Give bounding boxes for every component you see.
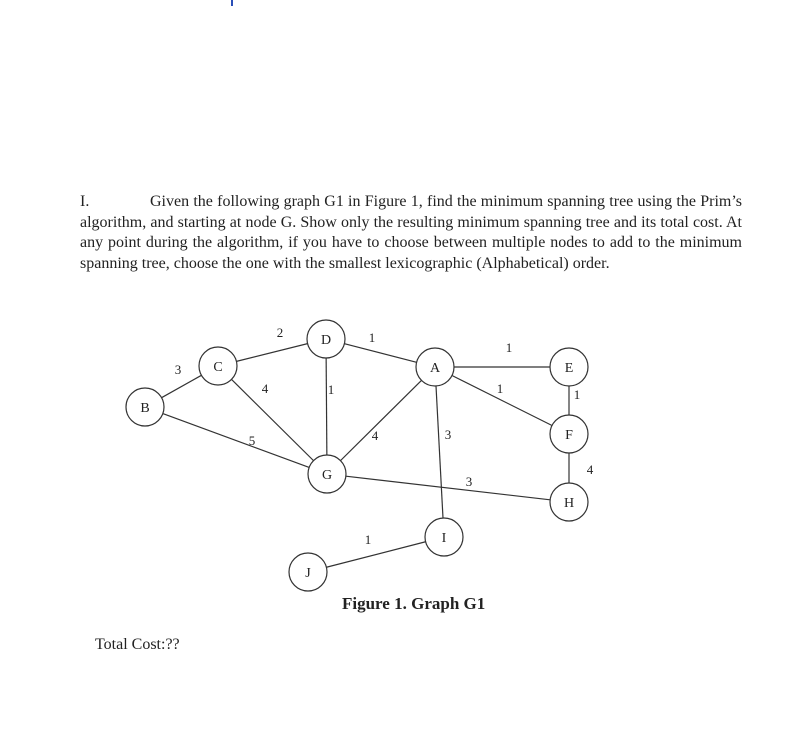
edge-weight-b-g: 5 bbox=[248, 433, 256, 448]
edge-a-i bbox=[436, 386, 443, 518]
node-e-label: E bbox=[564, 361, 574, 376]
edge-weight-f-h: 4 bbox=[586, 462, 594, 477]
edge-g-h bbox=[346, 476, 550, 500]
question-number: I. bbox=[80, 193, 90, 210]
node-c-label: C bbox=[213, 360, 223, 375]
node-a-label: A bbox=[429, 361, 441, 376]
edge-weight-c-d: 2 bbox=[276, 325, 284, 340]
node-d-label: D bbox=[320, 333, 332, 348]
edge-weight-a-f: 1 bbox=[496, 381, 504, 396]
edge-d-a bbox=[344, 344, 416, 363]
node-f-label: F bbox=[565, 428, 573, 443]
graph-weights bbox=[175, 325, 594, 547]
question-text: Given the following graph G1 in Figure 1, find the minimum spanning tree using the Prim’s algorithm, and starting at node G. Show only the resulting minimum spanning tree and its total cost. At any point during the algorithm, if you have to choose between multiple nodes to add to the minimum spanning tree, choose the one with the smallest lexicographic (Alphabetical) order. bbox=[80, 193, 742, 272]
edge-b-g bbox=[163, 414, 309, 468]
edge-weight-j-i: 1 bbox=[364, 532, 372, 547]
total-cost: Total Cost:?? bbox=[95, 636, 180, 653]
edge-weight-d-g: 1 bbox=[327, 382, 335, 397]
edge-b-c bbox=[162, 375, 202, 397]
edge-weight-a-i: 3 bbox=[444, 427, 452, 442]
node-i-label: I bbox=[441, 531, 447, 546]
node-b-label: B bbox=[140, 401, 150, 416]
edge-weight-a-e: 1 bbox=[505, 340, 513, 355]
node-h-label: H bbox=[563, 496, 575, 511]
edge-weight-c-g: 4 bbox=[261, 381, 269, 396]
edge-weight-g-h: 3 bbox=[465, 474, 473, 489]
edge-weight-d-a: 1 bbox=[368, 330, 376, 345]
edge-d-g bbox=[326, 358, 327, 455]
figure-caption: Figure 1. Graph G1 bbox=[342, 594, 486, 613]
edge-c-d bbox=[236, 344, 307, 362]
node-j-label: J bbox=[305, 566, 311, 581]
edge-j-i bbox=[326, 542, 425, 568]
graph-nodes bbox=[126, 320, 588, 591]
edge-weight-b-c: 3 bbox=[174, 362, 182, 377]
edge-c-g bbox=[231, 379, 313, 460]
edge-a-g bbox=[340, 380, 421, 460]
edge-weight-e-f: 1 bbox=[573, 387, 581, 402]
edge-weight-a-g: 4 bbox=[371, 428, 379, 443]
node-g-label: G bbox=[321, 468, 333, 483]
